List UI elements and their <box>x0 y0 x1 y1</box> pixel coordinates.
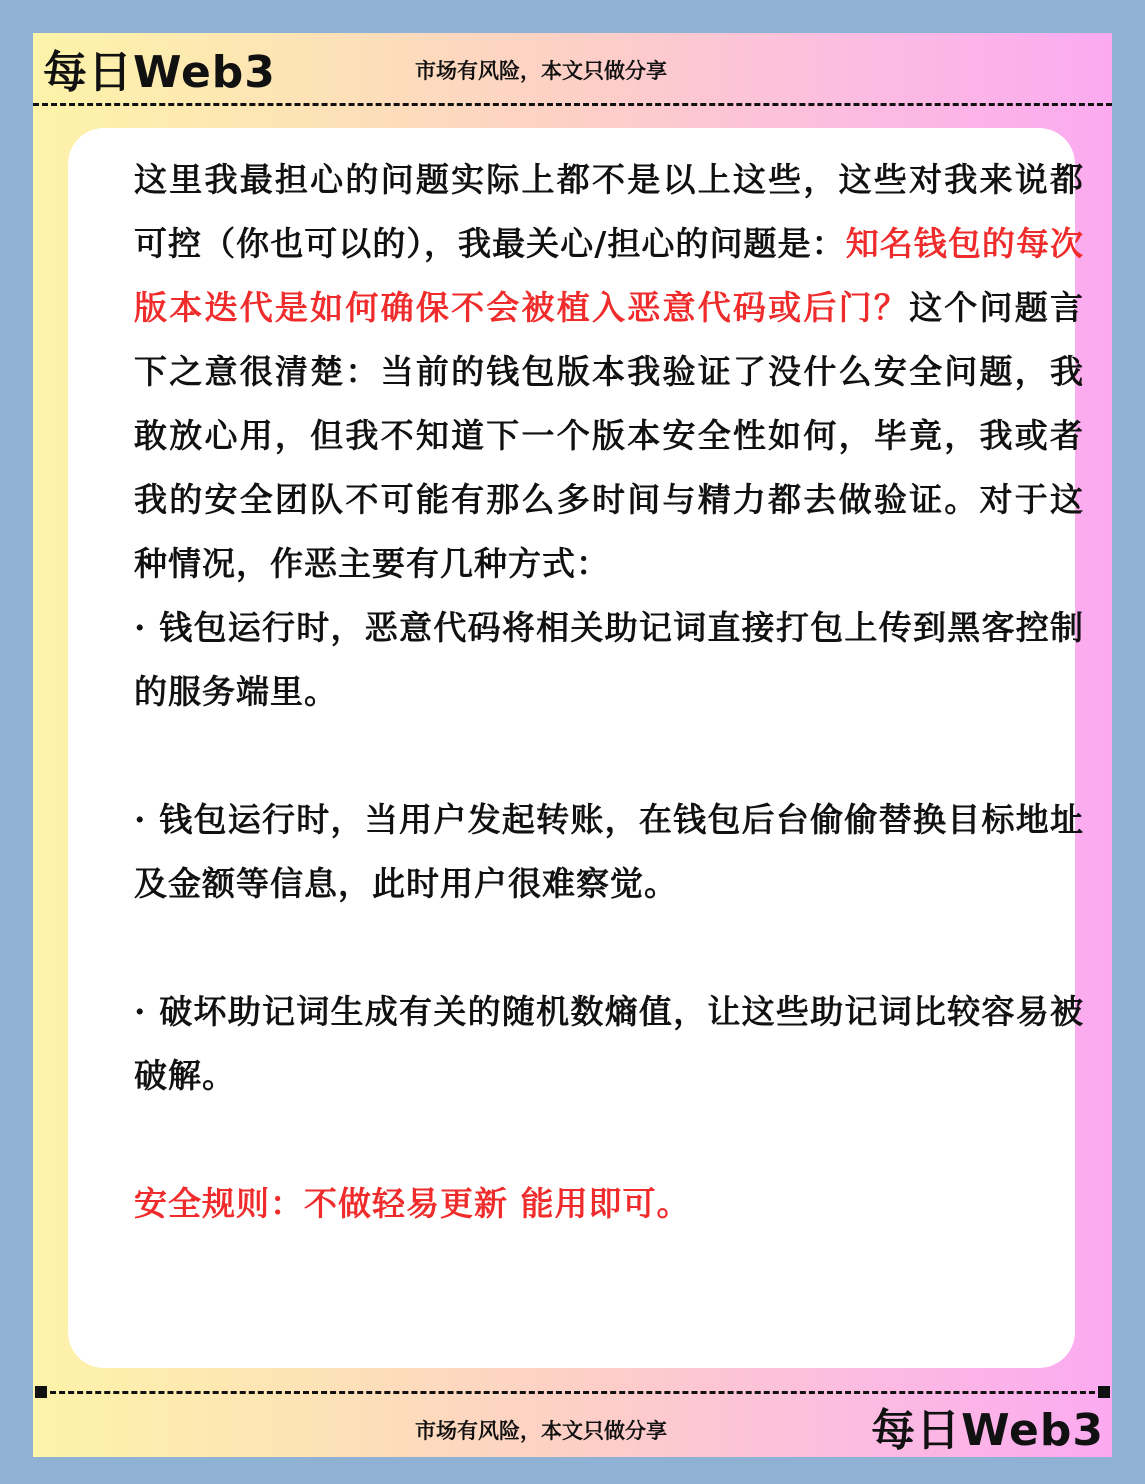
spacer <box>134 724 1084 788</box>
highlighted-question: 知名钱包的每次版本迭代是如何确保不会被植入恶意代码或后门？ <box>134 224 1084 327</box>
article-paragraph <box>134 148 1084 596</box>
security-rule: 安全规则：不做轻易更新 能用即可。 <box>134 1184 691 1223</box>
divider-end-marker <box>1098 1386 1110 1398</box>
spacer <box>134 1108 1084 1172</box>
bullet-item: · 钱包运行时，当用户发起转账，在钱包后台偷偷替换目标地址及金额等信息，此时用户很难察觉。 <box>134 800 1084 903</box>
bullet-item: · 钱包运行时，恶意代码将相关助记词直接打包上传到黑客控制的服务端里。 <box>134 608 1084 711</box>
header-divider <box>33 103 1112 106</box>
footer-brand-logo: 每日Web3 <box>871 1405 1104 1456</box>
content-card <box>68 128 1085 1368</box>
spacer <box>134 916 1084 980</box>
page-frame <box>33 33 1112 1457</box>
footer-divider <box>41 1391 1104 1394</box>
bullet-item: · 破坏助记词生成有关的随机数熵值，让这些助记词比较容易被破解。 <box>134 992 1084 1095</box>
article-body <box>134 148 1084 1236</box>
footer-risk-notice: 市场有风险，本文只做分享 <box>415 1419 667 1443</box>
header-brand-logo: 每日Web3 <box>43 47 276 98</box>
header-risk-notice: 市场有风险，本文只做分享 <box>415 59 667 83</box>
paragraph-text: 这里我最担心的问题实际上都不是以上这些，这些对我来说都可控（你也可以的），我最关心/担心的问题是： <box>134 160 1084 263</box>
paragraph-text-continued: 这个问题言下之意很清楚：当前的钱包版本我验证了没什么安全问题，我敢放心用，但我不知道下一个版本安全性如何，毕竟，我或者我的安全团队不可能有那么多时间与精力都去做验证。对于这种情况，作恶主要有几种方式： <box>134 288 1085 583</box>
